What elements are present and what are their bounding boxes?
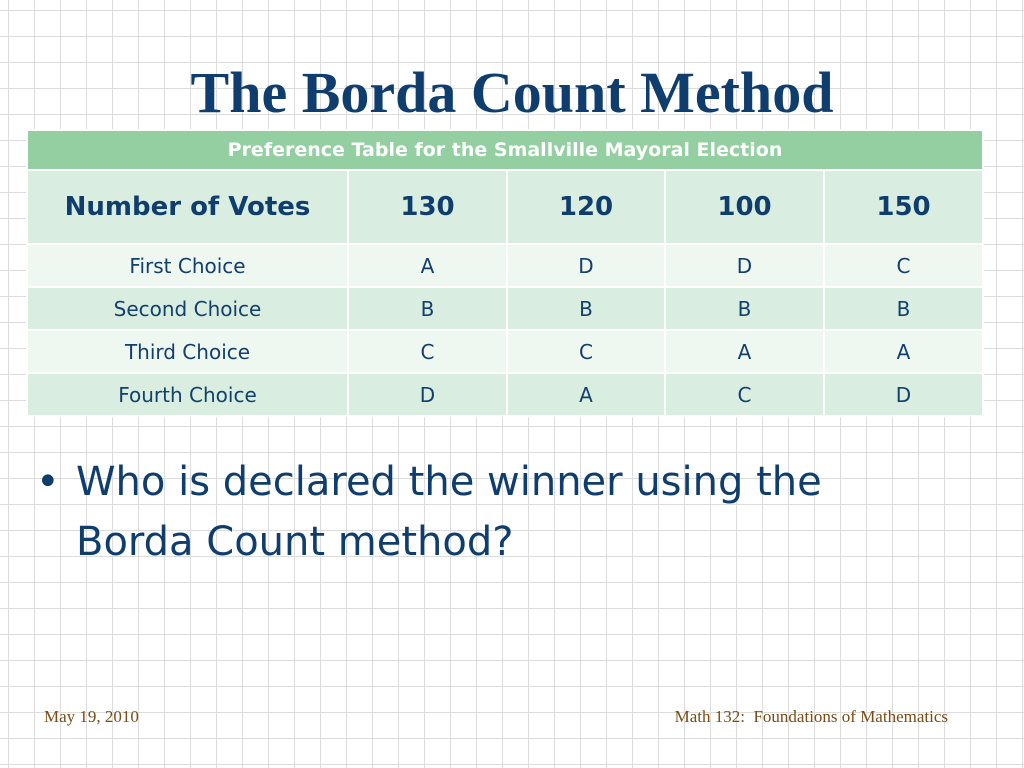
table-cell: D xyxy=(665,244,824,287)
row-label: Third Choice xyxy=(27,330,348,373)
votes-cell: 120 xyxy=(507,170,665,244)
table-cell: B xyxy=(665,287,824,330)
table-caption: Preference Table for the Smallville Mayoral Election xyxy=(27,130,983,170)
table-cell: D xyxy=(824,373,983,416)
row-label: Second Choice xyxy=(27,287,348,330)
bullet-text: Who is declared the winner using the Borda Count method? xyxy=(76,459,822,565)
votes-cell: 130 xyxy=(348,170,507,244)
table-caption-row xyxy=(27,130,983,170)
table-cell: C xyxy=(507,330,665,373)
slide-title: The Borda Count Method xyxy=(190,60,834,125)
footer-course: Math 132: Foundations of Mathematics xyxy=(674,707,948,726)
table-cell: C xyxy=(348,330,507,373)
table-cell: B xyxy=(507,287,665,330)
table-cell: C xyxy=(665,373,824,416)
bullet-point xyxy=(36,452,876,572)
table-cell: A xyxy=(665,330,824,373)
row-label: First Choice xyxy=(27,244,348,287)
table-row xyxy=(27,373,983,416)
table-row xyxy=(27,330,983,373)
table-cell: B xyxy=(348,287,507,330)
table-row xyxy=(27,287,983,330)
table-row xyxy=(27,244,983,287)
table-cell: A xyxy=(507,373,665,416)
table-cell: A xyxy=(824,330,983,373)
table-cell: A xyxy=(348,244,507,287)
votes-cell: 100 xyxy=(665,170,824,244)
preference-table xyxy=(26,129,984,417)
table-cell: B xyxy=(824,287,983,330)
bullet-marker: • xyxy=(36,459,60,505)
table-cell: D xyxy=(507,244,665,287)
row-label: Fourth Choice xyxy=(27,373,348,416)
votes-row xyxy=(27,170,983,244)
footer-date: May 19, 2010 xyxy=(44,707,139,726)
table-cell: C xyxy=(824,244,983,287)
votes-cell: 150 xyxy=(824,170,983,244)
votes-label: Number of Votes xyxy=(27,170,348,244)
table-cell: D xyxy=(348,373,507,416)
